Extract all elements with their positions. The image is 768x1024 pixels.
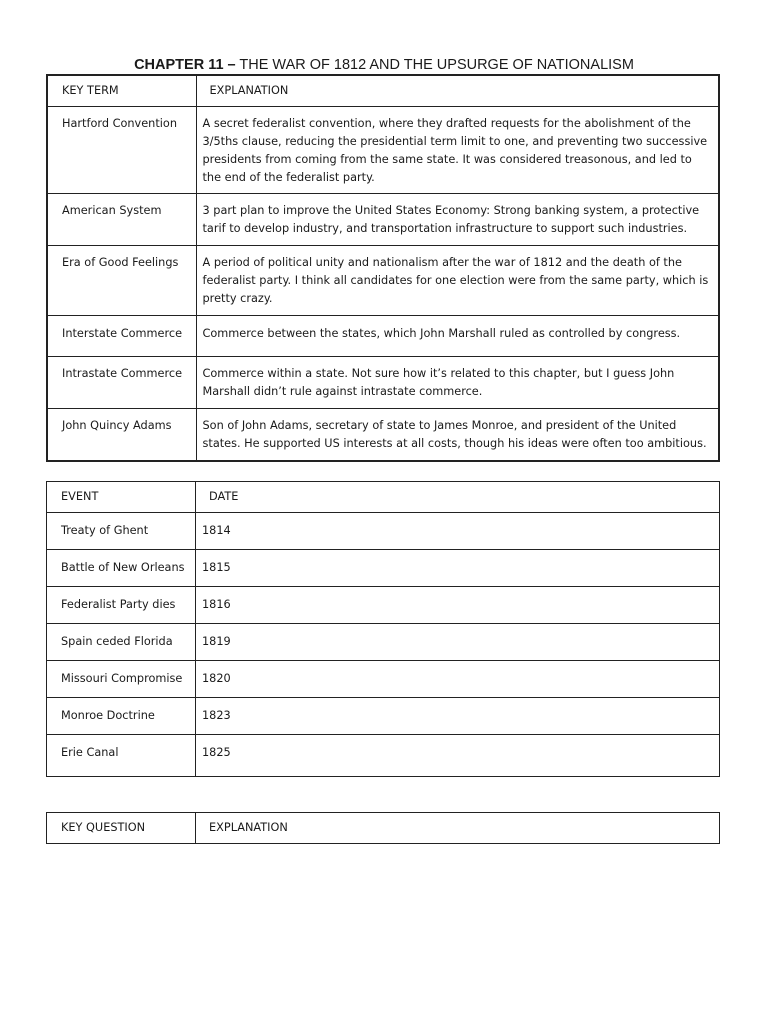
date-cell: 1825 [196,735,720,777]
key-term-cell: Interstate Commerce [47,316,196,357]
table-row [47,246,719,316]
date-cell: 1816 [196,587,720,624]
table-row [47,316,719,357]
table-row [47,661,720,698]
table-header-row [47,482,720,513]
key-term-cell: John Quincy Adams [47,409,196,462]
key-term-cell: Era of Good Feelings [47,246,196,316]
explanation-cell: Son of John Adams, secretary of state to James Monroe, and president of the United states. He supported US interests at all costs, though his ideas were often too ambitious. [196,409,719,462]
table-row [47,357,719,409]
explanation-cell: 3 part plan to improve the United States Economy: Strong banking system, a protective tarif to develop industry, and transportation infrastructure to support such industries. [196,194,719,246]
explanation-cell: Commerce within a state. Not sure how it’s related to this chapter, but I guess John Marshall didn’t rule against intrastate commerce. [196,357,719,409]
date-cell: 1823 [196,698,720,735]
event-cell: Treaty of Ghent [47,513,196,550]
table-row [47,624,720,661]
column-header: KEY QUESTION [47,813,196,844]
key-term-cell: Intrastate Commerce [47,357,196,409]
table-row [47,587,720,624]
key-term-cell: American System [47,194,196,246]
events-table [46,481,720,777]
key-questions-table [46,812,720,844]
page-title [0,56,768,74]
column-header: DATE [196,482,720,513]
key-term-cell: Hartford Convention [47,107,196,194]
event-cell: Federalist Party dies [47,587,196,624]
table-header-row [47,813,720,844]
table-row [47,735,720,777]
event-cell: Missouri Compromise [47,661,196,698]
event-cell: Erie Canal [47,735,196,777]
title-text: THE WAR OF 1812 AND THE UPSURGE OF NATIONALISM [235,57,634,73]
date-cell: 1815 [196,550,720,587]
date-cell: 1819 [196,624,720,661]
column-header: KEY TERM [47,75,196,107]
table-row [47,107,719,194]
key-terms-table [46,74,720,462]
event-cell: Battle of New Orleans [47,550,196,587]
column-header: EXPLANATION [196,75,719,107]
table-row [47,194,719,246]
column-header: EXPLANATION [196,813,720,844]
date-cell: 1820 [196,661,720,698]
explanation-cell: Commerce between the states, which John Marshall ruled as controlled by congress. [196,316,719,357]
event-cell: Monroe Doctrine [47,698,196,735]
event-cell: Spain ceded Florida [47,624,196,661]
date-cell: 1814 [196,513,720,550]
table-header-row [47,75,719,107]
table-row [47,409,719,462]
column-header: EVENT [47,482,196,513]
explanation-cell: A period of political unity and nationalism after the war of 1812 and the death of the federalist party. I think all candidates for one election were from the same party, which is pretty crazy. [196,246,719,316]
table-row [47,550,720,587]
table-row [47,698,720,735]
title-chapter: CHAPTER 11 – [134,57,236,73]
table-row [47,513,720,550]
explanation-cell: A secret federalist convention, where they drafted requests for the abolishment of the 3/5ths clause, reducing the presidential term limit to one, and preventing two successive presidents from coming from the same state. It was considered treasonous, and led to the end of the federalist party. [196,107,719,194]
